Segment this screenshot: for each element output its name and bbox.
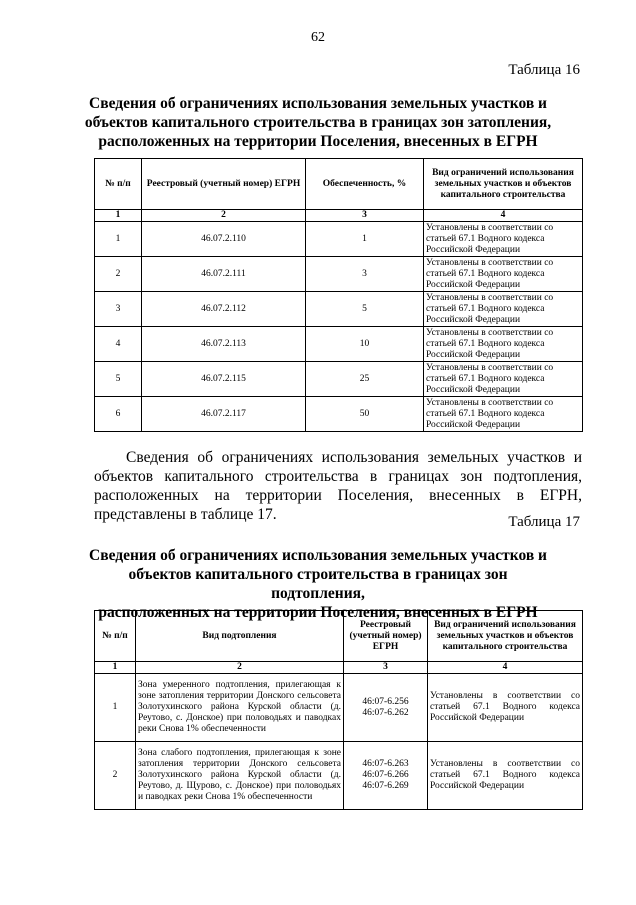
- table-16-heading: Сведения об ограничениях использования земельных участков и объектов капитального строительства в границах зон затопления, расположенных на территории Поселения, внесенных в ЕГРН: [84, 95, 552, 150]
- col-number: 2: [142, 210, 306, 222]
- col-number: 2: [136, 662, 344, 674]
- col-number: 3: [306, 210, 424, 222]
- header-flood-type: Вид подтопления: [136, 611, 344, 662]
- table-17-heading: Сведения об ограничениях использования земельных участков и объектов капитального строительства в границах зон подтопления, расположенных на территории Поселения, внесенных в ЕГРН: [89, 547, 547, 621]
- table-row: 1 Зона умеренного подтопления, прилегающая к зоне затопления территории Донского сельсовета Золотухинского района Курской области (д. Реутово, с. Донское) при половодьях и паводках реки Снова 1% обеспеченности 46:07-6.256 46:07-6.262 Установлены в соответствии со статьей 67.1 Водного кодекса Российской Федерации: [95, 674, 583, 742]
- header-restriction: Вид ограничений использования земельных участков и объектов капитального строительства: [428, 611, 583, 662]
- table-row: 2 Зона слабого подтопления, прилегающая к зоне затопления территории Донского сельсовета Золотухинского района Курской области (д. Реутово, д. Щурово, с. Донское) при половодьях и паводках реки Снова 1% обеспеченности 46:07-6.263 46:07-6.266 46:07-6.269 Установлены в соответствии со статьей 67.1 Водного кодекса Российской Федерации: [95, 742, 583, 810]
- col-number: 4: [424, 210, 583, 222]
- table-16-label: Таблица 16: [508, 62, 580, 78]
- table-row: 2 46.07.2.111 3 Установлены в соответствии со статьей 67.1 Водного кодекса Российской Федерации: [95, 257, 583, 292]
- page-number: 62: [311, 30, 325, 45]
- col-number: 4: [428, 662, 583, 674]
- col-number: 3: [344, 662, 428, 674]
- header-provision: Обеспеченность, %: [306, 159, 424, 210]
- table-row: 3 46.07.2.112 5 Установлены в соответствии со статьей 67.1 Водного кодекса Российской Федерации: [95, 292, 583, 327]
- header-num: № п/п: [95, 159, 142, 210]
- body-paragraph: Сведения об ограничениях использования земельных участков и объектов капитального строительства в границах зон подтопления, расположенных на территории Поселения, внесенных в ЕГРН, представлены в таблице 17.: [94, 449, 582, 523]
- table-16: [94, 158, 583, 432]
- header-reg: Реестровый (учетный номер) ЕГРН: [344, 611, 428, 662]
- table-row: 5 46.07.2.115 25 Установлены в соответствии со статьей 67.1 Водного кодекса Российской Федерации: [95, 362, 583, 397]
- header-restriction: Вид ограничений использования земельных участков и объектов капитального строительства: [424, 159, 583, 210]
- table-17-label: Таблица 17: [508, 514, 580, 530]
- header-num: № п/п: [95, 611, 136, 662]
- header-reg: Реестровый (учетный номер) ЕГРН: [142, 159, 306, 210]
- table-row: 1 46.07.2.110 1 Установлены в соответствии со статьей 67.1 Водного кодекса Российской Федерации: [95, 222, 583, 257]
- col-number: 1: [95, 210, 142, 222]
- table-17: [94, 610, 583, 810]
- table-row: 6 46.07.2.117 50 Установлены в соответствии со статьей 67.1 Водного кодекса Российской Федерации: [95, 397, 583, 432]
- col-number: 1: [95, 662, 136, 674]
- table-row: 4 46.07.2.113 10 Установлены в соответствии со статьей 67.1 Водного кодекса Российской Федерации: [95, 327, 583, 362]
